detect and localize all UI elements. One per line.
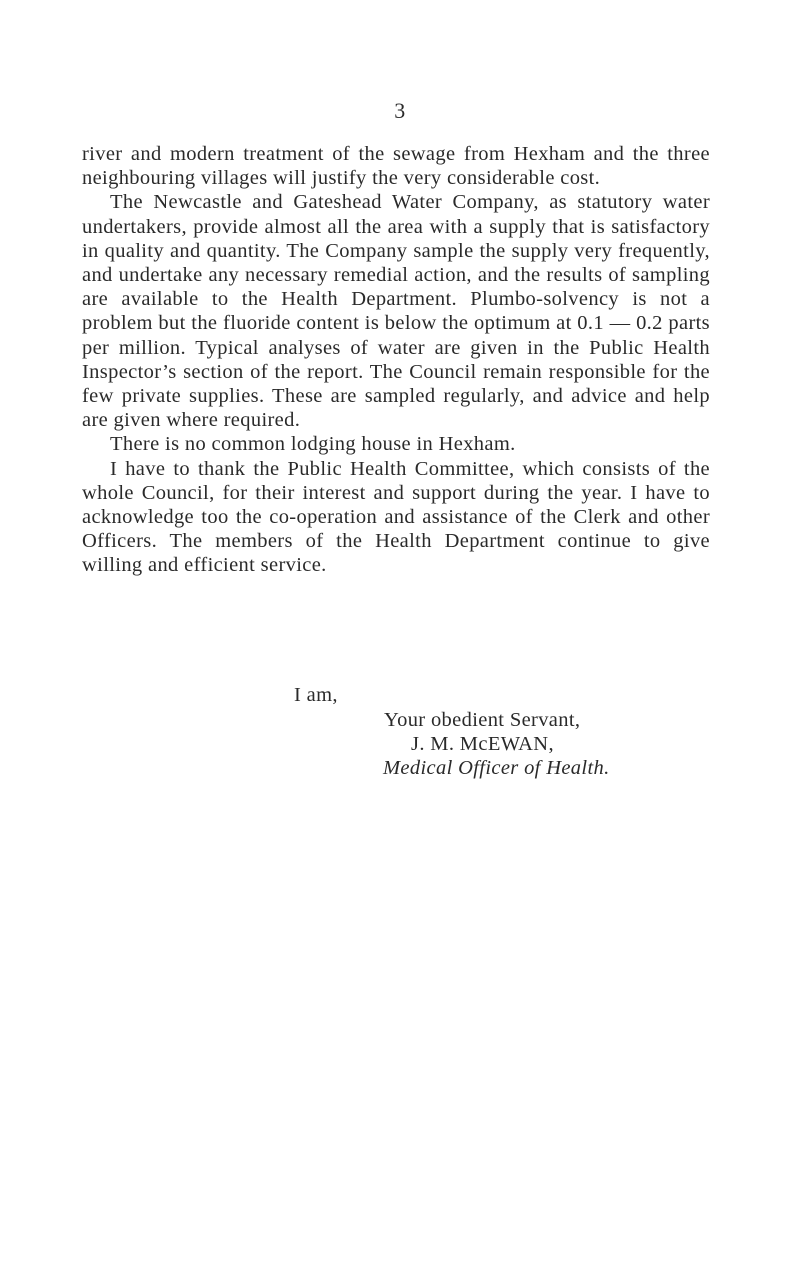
signature-title: Medical Officer of Health. xyxy=(383,757,610,779)
paragraph-sewage: river and modern treatment of the sewage from Hexham and the three neighbouring villages will justify the very considerable cost. xyxy=(82,143,710,190)
closing-valediction: Your obedient Servant, xyxy=(384,709,581,731)
signature-name: J. M. McEWAN, xyxy=(411,733,554,755)
paragraph-lodging-house: There is no common lodging house in Hexham. xyxy=(110,433,516,456)
body-text xyxy=(82,142,710,578)
closing-salutation: I am, xyxy=(294,684,338,706)
page-number: 3 xyxy=(394,98,406,123)
paragraph-water-supply: The Newcastle and Gateshead Water Company, as statutory water undertakers, provide almost all the area with a supply that is satisfactory in quality and quantity. The Company sample the supply very frequently, and undertake any necessary remedial action, and the results of sampling are available to the Health Department. Plumbo-solvency is not a problem but the fluoride content is below the optimum at 0.1 — 0.2 parts per million. Typical analyses of water are given in the Public Health Inspector’s section of the report. The Council remain responsible for the few private supplies. These are sampled regularly, and advice and help are given where required. xyxy=(82,191,710,432)
paragraph-acknowledgements: I have to thank the Public Health Committee, which consists of the whole Council, for their interest and support during the year. I have to acknowledge too the co-operation and assistance of the Clerk and other Officers. The members of the Health Department continue to give willing and efficient service. xyxy=(82,457,710,577)
